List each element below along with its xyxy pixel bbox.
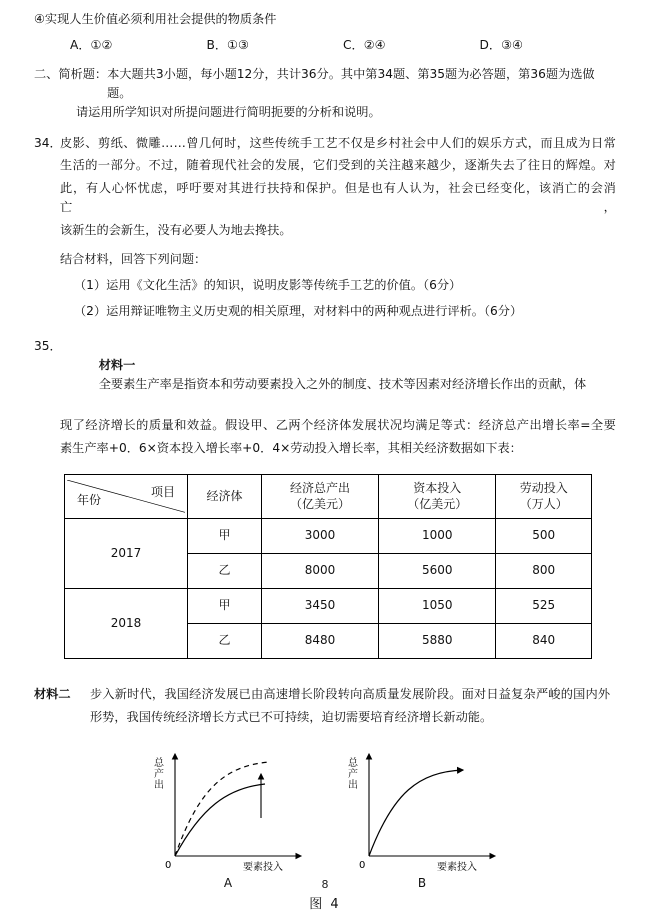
chart-a — [143, 744, 313, 872]
column-header-capital — [379, 475, 496, 518]
column-header-output-line1: 经济总产出 — [290, 481, 351, 496]
section-two-label: 二、简析题： — [34, 66, 108, 81]
chart-b-container — [337, 744, 507, 893]
chart-b — [337, 744, 507, 872]
table-row — [65, 588, 592, 623]
question-34 — [34, 134, 616, 325]
q34-sub-question-2: （2）运用辩证唯物主义历史观的相关原理，对材料中的两种观点进行评析。（6分） — [74, 303, 523, 318]
material-one-tag: 材料一 — [98, 357, 136, 372]
top-statement: ④实现人生价值必须利用社会提供的物质条件 — [34, 12, 277, 26]
output-cell: 8480 — [261, 623, 378, 658]
labor-cell: 840 — [496, 623, 592, 658]
material-two-body — [90, 685, 610, 731]
chart-a-label: A — [223, 876, 233, 891]
question-35-body — [60, 337, 616, 462]
column-header-labor-line1: 劳动投入 — [519, 481, 568, 496]
material-two-tag: 材料二 — [34, 686, 71, 701]
table-row — [65, 518, 592, 553]
chart-a-y-label-char-2: 产 — [154, 769, 164, 781]
q34-sub-question-1: （1）运用《文化生活》的知识，说明皮影等传统手工艺的价值。（6分） — [74, 277, 462, 292]
material-one-text-1: 全要素生产率是指资本和劳动要素投入之外的制度、技术等因素对经济增长作出的贡献，体 — [98, 376, 587, 391]
entity-cell: 乙 — [188, 623, 262, 658]
table-corner-cell — [65, 475, 188, 518]
column-header-labor — [496, 475, 592, 518]
chart-b-x-label: 要素投入 — [437, 862, 477, 873]
chart-a-x-label: 要素投入 — [243, 862, 283, 873]
column-header-output-line2: （亿美元） — [290, 497, 351, 512]
chart-b-y-label-char-3: 出 — [348, 780, 358, 792]
answer-options — [34, 36, 616, 55]
output-cell: 3450 — [261, 588, 378, 623]
column-header-output — [261, 475, 378, 518]
column-header-entity: 经济体 — [188, 475, 262, 518]
q34-para-line-1: 皮影、剪纸、微雕……曾几何时，这些传统手工艺不仅是乡村社会中人们的娱乐方式，而且成为日常 — [60, 135, 616, 150]
figure-caption: 图 4 — [309, 896, 341, 912]
labor-cell: 800 — [496, 553, 592, 588]
chart-a-y-label-char-3: 出 — [154, 780, 164, 792]
q34-para-line-3: 此，有人心怀忧虑，呼吁要对其进行扶持和保护。但是也有人认为，社会已经变化，该消亡的会消亡， — [60, 181, 616, 215]
capital-cell: 1050 — [379, 588, 496, 623]
capital-cell: 5600 — [379, 553, 496, 588]
option-c[interactable]: C．②④ — [343, 37, 386, 52]
question-35-number: 35． — [34, 338, 62, 353]
section-two-line1: 本大题共3小题，每小题12分，共计36分。其中第34题、第35题为必答题，第36题为选做题。 — [107, 66, 595, 100]
option-d[interactable]: D．③④ — [479, 37, 523, 52]
entity-cell: 甲 — [188, 518, 262, 553]
chart-b-y-label-char-2: 产 — [348, 769, 358, 781]
year-2018-cell: 2018 — [65, 588, 188, 658]
chart-b-label: B — [417, 876, 427, 891]
q34-para-line-4: 该新生的会新生，没有必要人为地去搀扶。 — [60, 223, 292, 238]
page-number: 8 — [321, 877, 329, 891]
capital-cell: 1000 — [379, 518, 496, 553]
output-cell: 8000 — [261, 553, 378, 588]
option-b[interactable]: B．①③ — [206, 37, 249, 52]
chart-a-y-label-char-1: 总 — [154, 758, 164, 770]
corner-bottom-left-label: 年份 — [77, 493, 102, 507]
material-one-line-3: 素生产率+0．6×资本投入增长率+0．4×劳动投入增长率，其相关经济数据如下表： — [60, 441, 522, 456]
question-35 — [34, 337, 616, 462]
section-two-heading — [34, 65, 616, 103]
capital-cell: 5880 — [379, 623, 496, 658]
table-header-row — [65, 475, 592, 518]
chart-a-origin: 0 — [165, 860, 172, 872]
section-two-line2: 请运用所学知识对所提问题进行简明扼要的分析和说明。 — [76, 104, 381, 119]
material-one-line-1 — [60, 337, 616, 413]
question-34-number: 34． — [34, 135, 62, 150]
question-34-body — [60, 134, 616, 325]
corner-top-right-label: 项目 — [150, 485, 175, 500]
column-header-capital-line2: （亿美元） — [407, 497, 468, 512]
labor-cell: 525 — [496, 588, 592, 623]
material-two-line-2: 形势，我国传统经济增长方式已不可持续，迫切需要培育经济增长新动能。 — [90, 709, 493, 724]
chart-a-container — [143, 744, 313, 893]
option-a[interactable]: A．①② — [70, 37, 113, 52]
economic-data-table — [64, 474, 592, 658]
material-two-line-1: 步入新时代，我国经济发展已由高速增长阶段转向高质量发展阶段。面对日益复杂严峻的国内外 — [90, 686, 611, 701]
q34-para-line-2: 生活的一部分。不过，随着现代社会的发展，它们受到的关注越来越少，逐渐失去了往日的辉煌。对 — [60, 158, 616, 173]
q34-prompt: 结合材料，回答下列问题： — [60, 252, 207, 267]
chart-b-origin: 0 — [359, 860, 366, 872]
labor-cell: 500 — [496, 518, 592, 553]
column-header-labor-line2: （万人） — [519, 497, 568, 512]
figure-4-charts — [34, 744, 616, 893]
output-cell: 3000 — [261, 518, 378, 553]
entity-cell: 甲 — [188, 588, 262, 623]
column-header-capital-line1: 资本投入 — [413, 481, 462, 496]
material-two — [34, 685, 616, 731]
year-2017-cell: 2017 — [65, 518, 188, 588]
entity-cell: 乙 — [188, 553, 262, 588]
material-one-line-2: 现了经济增长的质量和效益。假设甲、乙两个经济体发展状况均满足等式：经济总产出增长率=全要 — [60, 418, 616, 433]
chart-b-y-label-char-1: 总 — [348, 758, 358, 770]
